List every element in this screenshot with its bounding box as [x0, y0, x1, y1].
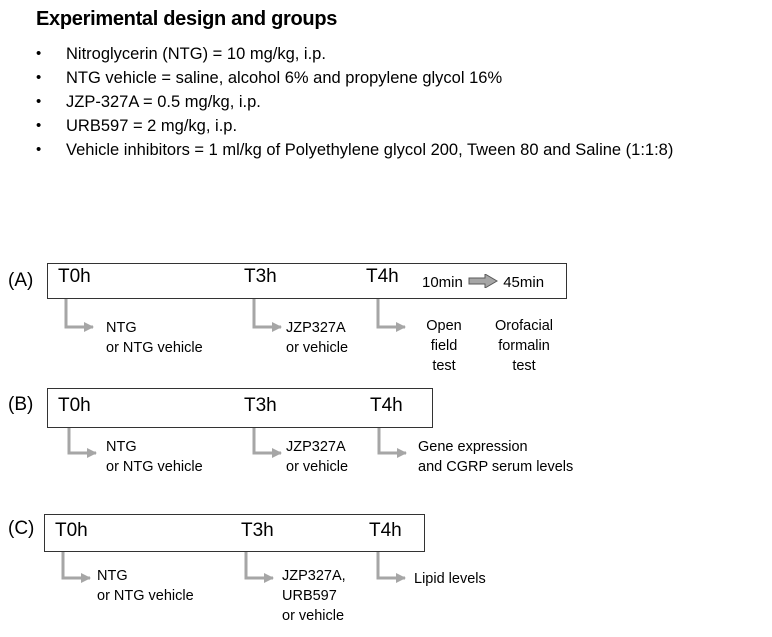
arrow-c-t3 — [246, 551, 273, 578]
note-line: Open — [426, 318, 462, 334]
time-label-t4: T4h — [370, 395, 403, 416]
time-label-t4: T4h — [366, 266, 399, 287]
time-label-t0: T0h — [58, 266, 91, 287]
note-line: NTG — [97, 568, 128, 584]
timeline-box-b — [47, 388, 433, 428]
note-line: JZP327A — [286, 439, 346, 455]
note-line: Gene expression — [418, 439, 528, 455]
note-c-t4 — [414, 569, 486, 589]
note-line: or NTG vehicle — [97, 588, 194, 604]
bullet-text: NTG vehicle = saline, alcohol 6% and propylene glycol 16% — [66, 69, 503, 87]
note-line: or NTG vehicle — [106, 340, 203, 356]
panel-label-a: (A) — [8, 270, 34, 291]
note-a-t3 — [286, 318, 348, 358]
timeline-box-a — [47, 263, 567, 299]
note-c-t0 — [97, 566, 194, 606]
bullet-icon: • — [36, 117, 42, 134]
note-line: JZP327A, — [282, 568, 346, 584]
panel-label-c: (C) — [8, 518, 35, 539]
note-line: or vehicle — [286, 340, 349, 356]
arrow-b-t3 — [254, 428, 281, 453]
note-a-formalin — [484, 316, 564, 376]
note-line: or vehicle — [286, 459, 349, 475]
arrow-c-t0 — [63, 551, 90, 578]
note-line: Orofacial — [494, 318, 554, 334]
time-label-t3: T3h — [244, 395, 277, 416]
note-line: and CGRP serum levels — [418, 459, 574, 475]
arrow-b-t0 — [69, 428, 96, 453]
time-label-t3: T3h — [241, 520, 274, 541]
time-label-t4: T4h — [369, 520, 402, 541]
note-line: Lipid levels — [414, 571, 486, 587]
arrow-a-t0 — [66, 298, 93, 327]
bullet-icon: • — [36, 93, 42, 110]
timeline-box-c — [44, 514, 425, 552]
bullet-text: URB597 = 2 mg/kg, i.p. — [66, 117, 238, 135]
note-line: formalin — [498, 338, 550, 354]
note-line: field — [430, 338, 458, 354]
note-b-t3 — [286, 437, 348, 477]
panel-label-b: (B) — [8, 394, 34, 415]
bullet-icon: • — [36, 69, 42, 86]
note-c-t3 — [282, 566, 346, 626]
bullet-text: Nitroglycerin (NTG) = 10 mg/kg, i.p. — [66, 45, 326, 63]
arrow-b-t4 — [379, 428, 406, 453]
note-a-t4 — [414, 316, 474, 376]
bullet-text: Vehicle inhibitors = 1 ml/kg of Polyethylene glycol 200, Tween 80 and Saline (1:1:8) — [66, 141, 674, 159]
arrow-a-t3 — [254, 298, 281, 327]
note-line: or vehicle — [282, 608, 345, 624]
arrow-c-t4 — [378, 551, 405, 578]
right-arrow-icon — [468, 274, 498, 288]
note-line: URB597 — [282, 588, 337, 604]
note-line: JZP327A — [286, 320, 346, 336]
time-label-t0: T0h — [58, 395, 91, 416]
note-b-t4 — [418, 437, 573, 477]
bullet-text: JZP-327A = 0.5 mg/kg, i.p. — [66, 93, 261, 111]
note-line: or NTG vehicle — [106, 459, 203, 475]
time-end-label: 45min — [503, 274, 545, 291]
note-line: test — [432, 358, 456, 374]
note-a-t0 — [106, 318, 203, 358]
note-b-t0 — [106, 437, 203, 477]
diagram-title: Experimental design and groups — [36, 8, 338, 30]
note-line: NTG — [106, 320, 137, 336]
bullet-icon: • — [36, 45, 42, 62]
note-line: test — [512, 358, 536, 374]
arrow-a-t4 — [378, 298, 405, 327]
note-line: NTG — [106, 439, 137, 455]
time-start-label: 10min — [422, 274, 463, 291]
bullet-icon: • — [36, 141, 42, 158]
time-label-t3: T3h — [244, 266, 277, 287]
interval-labels — [422, 274, 544, 291]
time-label-t0: T0h — [55, 520, 88, 541]
